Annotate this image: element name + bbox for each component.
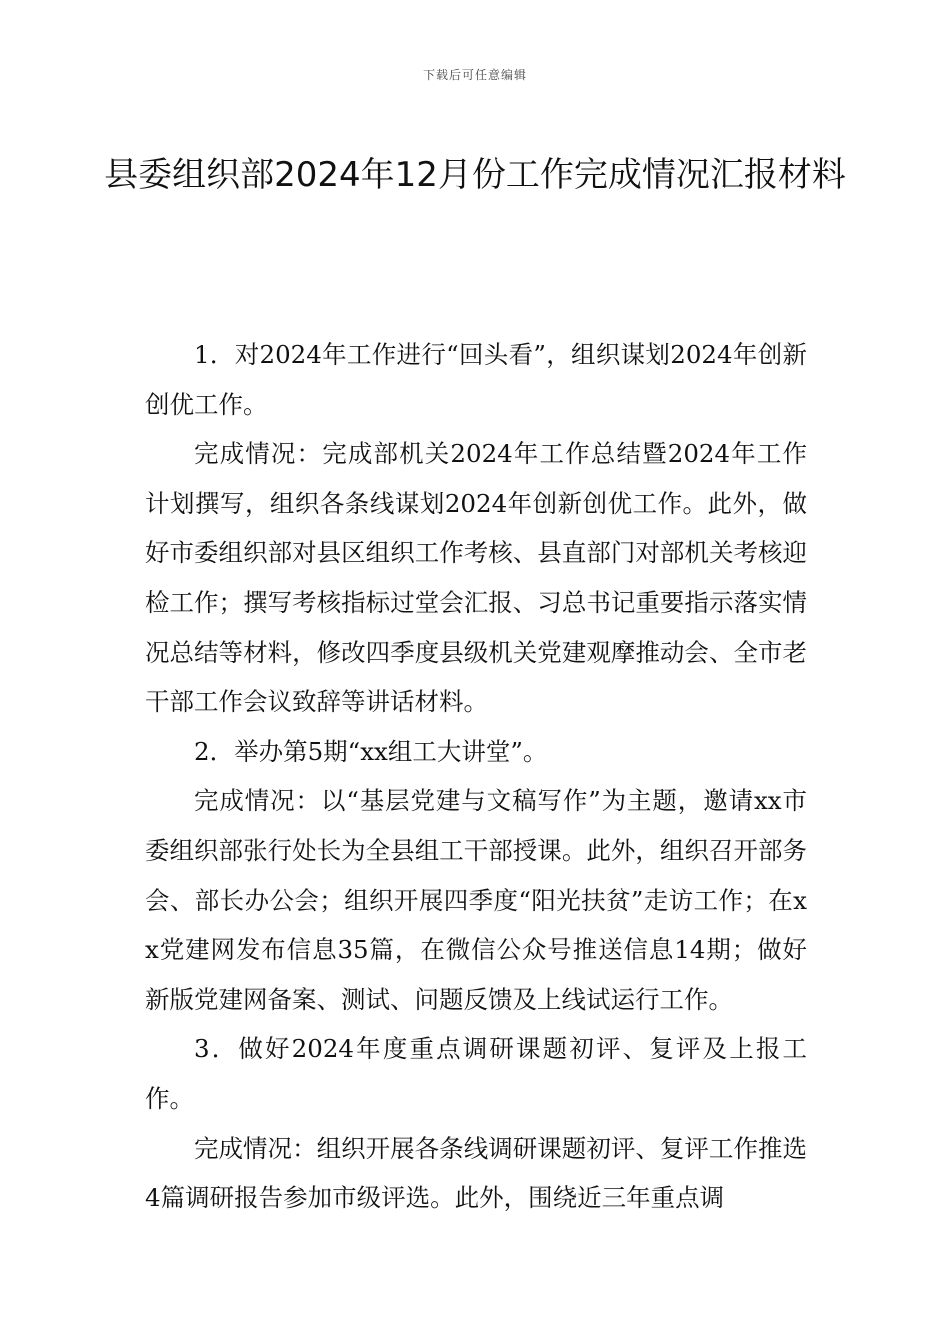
document-body <box>145 330 807 1223</box>
paragraph-item-3-status: 完成情况：组织开展各条线调研课题初评、复评工作推选4篇调研报告参加市级评选。此外，围绕近三年重点调 <box>145 1133 807 1213</box>
paragraph-item-1-status: 完成情况：完成部机关2024年工作总结暨2024年工作计划撰写，组织各条线谋划2024年创新创优工作。此外，做好市委组织部对县区组织工作考核、县直部门对部机关考核迎检工作；撰写考核指标过堂会汇报、习总书记重要指示落实情况总结等材料，修改四季度县级机关党建观摩推动会、全市老干部工作会议致辞等讲话材料。 <box>145 439 807 717</box>
paragraph-item-3-heading: 3．做好2024年度重点调研课题初评、复评及上报工作。 <box>145 1034 807 1113</box>
paragraph-item-1-heading: 1．对2024年工作进行“回头看”，组织谋划2024年创新创优工作。 <box>145 340 807 419</box>
header-note: 下载后可任意编辑 <box>422 68 527 82</box>
paragraph-item-2-status: 完成情况：以“基层党建与文稿写作”为主题，邀请xx市委组织部张行处长为全县组工干部授课。此外，组织召开部务会、部长办公会；组织开展四季度“阳光扶贫”走访工作；在xx党建网发布信息35篇，在微信公众号推送信息14期；做好新版党建网备案、测试、问题反馈及上线试运行工作。 <box>145 786 807 1014</box>
document-title: 县委组织部2024年12月份工作完成情况汇报材料 <box>104 155 846 195</box>
paragraph-item-2-heading: 2．举办第5期“xx组工大讲堂”。 <box>194 736 548 766</box>
